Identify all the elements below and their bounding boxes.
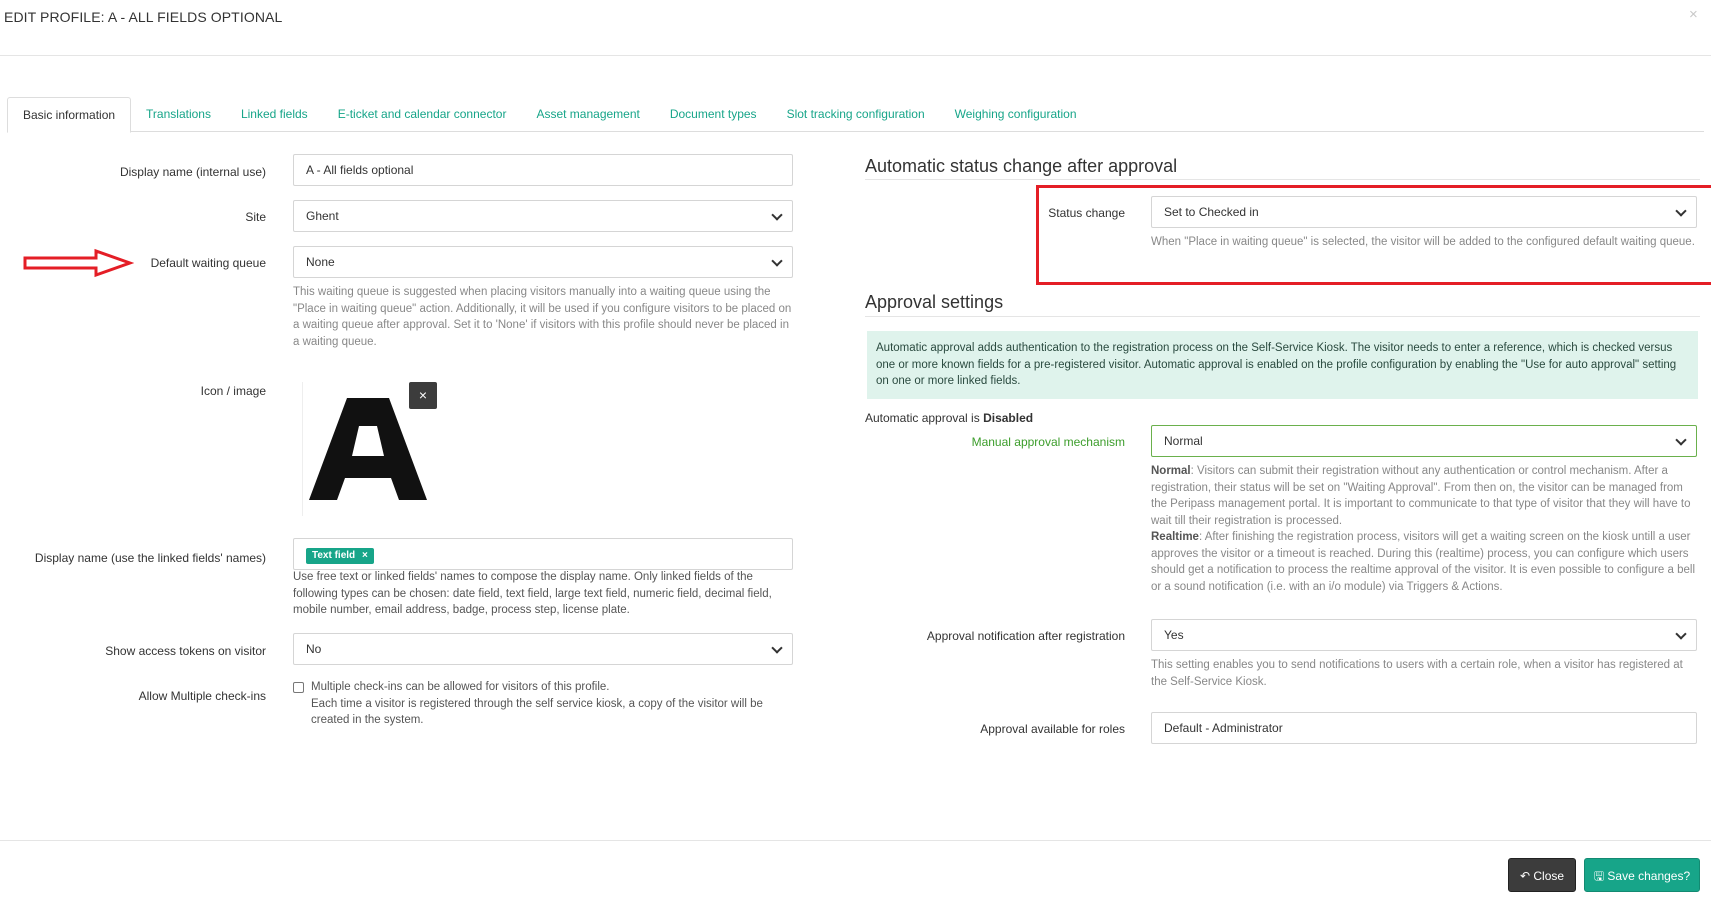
status-change-select[interactable] (1151, 196, 1697, 228)
tab-translations[interactable]: Translations (146, 107, 211, 121)
approval-settings-divider (865, 316, 1700, 317)
text-field-tag (306, 548, 374, 564)
tab-e-ticket-calendar[interactable]: E-ticket and calendar connector (337, 107, 507, 121)
tab-slot-tracking[interactable]: Slot tracking configuration (786, 107, 925, 121)
multiple-checkins-label: Allow Multiple check-ins (138, 689, 266, 703)
manual-approval-select[interactable] (1151, 425, 1697, 457)
tab-bar (7, 97, 1092, 132)
modal-title: EDIT PROFILE: A - ALL FIELDS OPTIONAL (4, 9, 283, 25)
approval-notification-select[interactable] (1151, 619, 1697, 651)
tabs-divider (7, 131, 1704, 132)
multiple-checkins-text (311, 679, 801, 729)
approval-notification-help: This setting enables you to send notifications to users with a certain role, when a visitor has registered at the Self-Service Kiosk. (1151, 659, 1683, 688)
approval-notification-value: Yes (1164, 628, 1184, 642)
site-select-value: Ghent (306, 209, 339, 223)
normal-title: Normal (1151, 465, 1191, 477)
waiting-queue-select[interactable] (293, 246, 793, 278)
manual-approval-label: Manual approval mechanism (971, 435, 1125, 449)
close-icon[interactable]: × (1689, 6, 1698, 23)
display-name-label: Display name (internal use) (119, 165, 266, 179)
linked-display-name-label: Display name (use the linked fields' names) (34, 551, 266, 565)
tab-asset-management[interactable]: Asset management (536, 107, 640, 121)
footer-divider (0, 840, 1711, 841)
auto-status-divider (865, 179, 1700, 180)
auto-status-title: Automatic status change after approval (865, 156, 1178, 176)
access-tokens-label: Show access tokens on visitor (105, 644, 266, 658)
tab-weighing-configuration[interactable]: Weighing configuration (954, 107, 1077, 121)
multiple-checkins-checkbox[interactable] (293, 682, 304, 693)
approval-settings-title: Approval settings (865, 292, 1004, 312)
close-button-label: Close (1533, 869, 1565, 883)
icon-image-label: Icon / image (200, 384, 266, 398)
approval-notification-label: Approval notification after registration (926, 629, 1125, 643)
realtime-title: Realtime (1151, 531, 1199, 543)
auto-approval-prefix: Automatic approval is (865, 411, 980, 425)
remove-image-button[interactable]: × (409, 382, 437, 409)
manual-approval-help (1151, 463, 1699, 595)
header-divider (0, 55, 1711, 56)
floppy-disk-icon: 🖫 (1593, 869, 1605, 883)
close-button[interactable] (1508, 858, 1576, 892)
multiple-checkins-help: Each time a visitor is registered through the self service kiosk, a copy of the visitor will be created in the system. (311, 697, 763, 726)
access-tokens-value: No (306, 642, 322, 656)
status-change-value: Set to Checked in (1164, 205, 1259, 219)
auto-approval-state: Disabled (983, 411, 1034, 425)
status-change-help: When "Place in waiting queue" is selected, the visitor will be added to the configured default waiting queue. (1151, 236, 1695, 248)
multiple-checkins-checkbox-label: Multiple check-ins can be allowed for visitors of this profile. (311, 681, 610, 693)
tab-linked-fields[interactable]: Linked fields (240, 107, 308, 121)
access-tokens-select[interactable] (293, 633, 793, 665)
waiting-queue-label: Default waiting queue (150, 256, 266, 270)
linked-display-name-input[interactable] (293, 538, 793, 570)
auto-approval-info: Automatic approval adds authentication to the registration process on the Self-Service Kiosk. The visitor needs to enter a reference, which is checked versus one or more known fields for a pre-registered visitor. Automatic approval is enabled on the profile configuration by enabling the "Use for auto approval" setting on one or more linked fields. (867, 331, 1698, 399)
status-change-label: Status change (1048, 206, 1125, 220)
undo-icon: ↶ (1519, 869, 1531, 883)
tab-basic-information[interactable]: Basic information (7, 97, 131, 133)
site-label: Site (245, 210, 266, 224)
linked-display-name-help: Use free text or linked fields' names to compose the display name. Only linked fields of the following types can be chosen: date field, text field, large text field, numeric field, decimal field, mobile number, email address, badge, process step, license plate. (293, 571, 772, 616)
site-select[interactable] (293, 200, 793, 232)
display-name-input[interactable]: A - All fields optional (293, 154, 793, 186)
waiting-queue-value: None (306, 255, 335, 269)
auto-approval-status (865, 411, 1033, 425)
normal-text: : Visitors can submit their registration without any authentication or control mechanism. After a registration, their status will be set on "Waiting Approval". From then on, the visitor can be managed from the Peripass management portal. It is important to communicate to that type of visitor that they will have to wait till their registration is processed. (1151, 465, 1691, 527)
approval-roles-input[interactable]: Default - Administrator (1151, 712, 1697, 744)
realtime-text: : After finishing the registration process, visitors will get a waiting screen on the kiosk untill a user approves the visitor or a timeout is reached. During this (realtime) process, you can configure which users should get a notification to process the realtime approval of the visitor. It is even possible to configure a bell or a sound notification (i.e. with an i/o module) via Triggers & Actions. (1151, 531, 1696, 593)
approval-roles-label: Approval available for roles (980, 722, 1125, 736)
save-button[interactable] (1584, 858, 1700, 892)
text-field-tag-label: Text field (312, 550, 356, 561)
manual-approval-value: Normal (1164, 434, 1203, 448)
tag-remove-icon[interactable]: × (361, 550, 368, 561)
waiting-queue-help: This waiting queue is suggested when placing visitors manually into a waiting queue using the "Place in waiting queue" action. Additionally, it will be used if you configure visitors to be placed on a waiting queue after approval. Set it to 'None' if visitors with this profile should never be placed in a waiting queue. (293, 286, 792, 348)
save-button-label: Save changes? (1607, 869, 1691, 883)
tab-document-types[interactable]: Document types (669, 107, 757, 121)
